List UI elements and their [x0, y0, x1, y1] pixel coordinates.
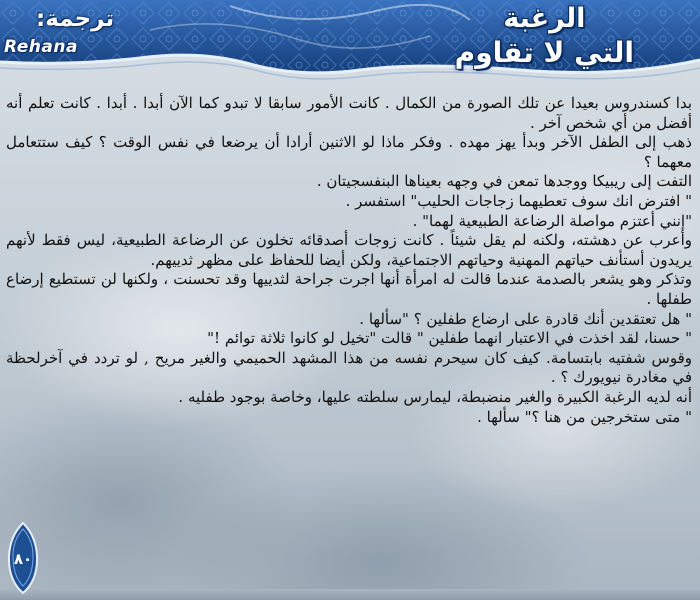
page-number: ٨٠ — [13, 550, 33, 568]
paragraph: التفت إلى ريبيكا ووجدها تمعن في وجهه بعيناها البنفسجيتان . — [316, 172, 692, 191]
paragraph: وأعرب عن دهشته، ولكنه لم يقل شيئاً . كانت زوجات أصدقائه تخلون عن الرضاعة الطبيعية، ليس فقط لأنهم يريدون أستأنف حياتهم المهنية وحياتهم الاجتماعية، ولكن أيضا للحفاظ على مظهر ثدييهم. — [6, 231, 692, 269]
paragraph: " حسنا، لقد اخذت في الاعتبار انهما طفلين " قالت "تخيل لو كانوا ثلاثة توائم !" — [207, 329, 692, 348]
bottom-band — [0, 589, 700, 600]
paragraph: أنه لديه الرغبة الكبيرة والغير منضبطة، ليمارس سلطته عليها، وخاصة بوجود طفليه . — [178, 387, 692, 406]
paragraph: ذهب إلى الطفل الآخر وبدأ يهز مهده . وفكر ماذا لو الاثنين أرادا أن يرضعا في نفس الوقت ؟ كيف ستتعامل معهما ؟ — [6, 133, 692, 171]
header-banner — [0, 0, 700, 96]
paragraph: " هل تعتقدين أنك قادرة على ارضاع طفلين ؟ "سألها . — [359, 309, 692, 328]
paragraph: " متى ستخرجين من هنا ؟" سألها . — [477, 407, 692, 426]
page-number-badge — [6, 522, 40, 594]
title-line-2: التي لا تقاوم — [454, 36, 634, 69]
translation-label: ترجمة: — [36, 6, 115, 32]
title-line-1: الرغبة — [503, 3, 586, 34]
translator-name: Rehana — [4, 37, 78, 57]
paragraph: وتذكر وهو يشعر بالصدمة عندما قالت له امرأة أنها اجرت جراحة لثدييها وقد تحسنت ، ولكنها لن تستطيع إرضاع طفلها . — [6, 270, 692, 308]
paragraph: وقوس شفتيه بابتسامة. كيف كان سيحرم نفسه من هذا المشهد الحميمي والغير مريح , لو تردد في آخرلحظة في مغادرة نيويورك ؟ . — [6, 348, 692, 387]
paragraph: بدا كسندروس بعيدا عن تلك الصورة من الكمال . كانت الأمور سابقا لا تبدو كما الآن أبدا . أبدا . كانت تعلم أنه أفضل من أي شخص آخر . — [6, 94, 692, 132]
paragraph: " افترض انك سوف تعطيهما زجاجات الحليب" استفسر . — [345, 191, 692, 210]
story-text — [6, 94, 692, 427]
paragraph: "إنني أعتزم مواصلة الرضاعة الطبيعية لهما" . — [412, 211, 692, 230]
book-title — [455, 2, 634, 70]
